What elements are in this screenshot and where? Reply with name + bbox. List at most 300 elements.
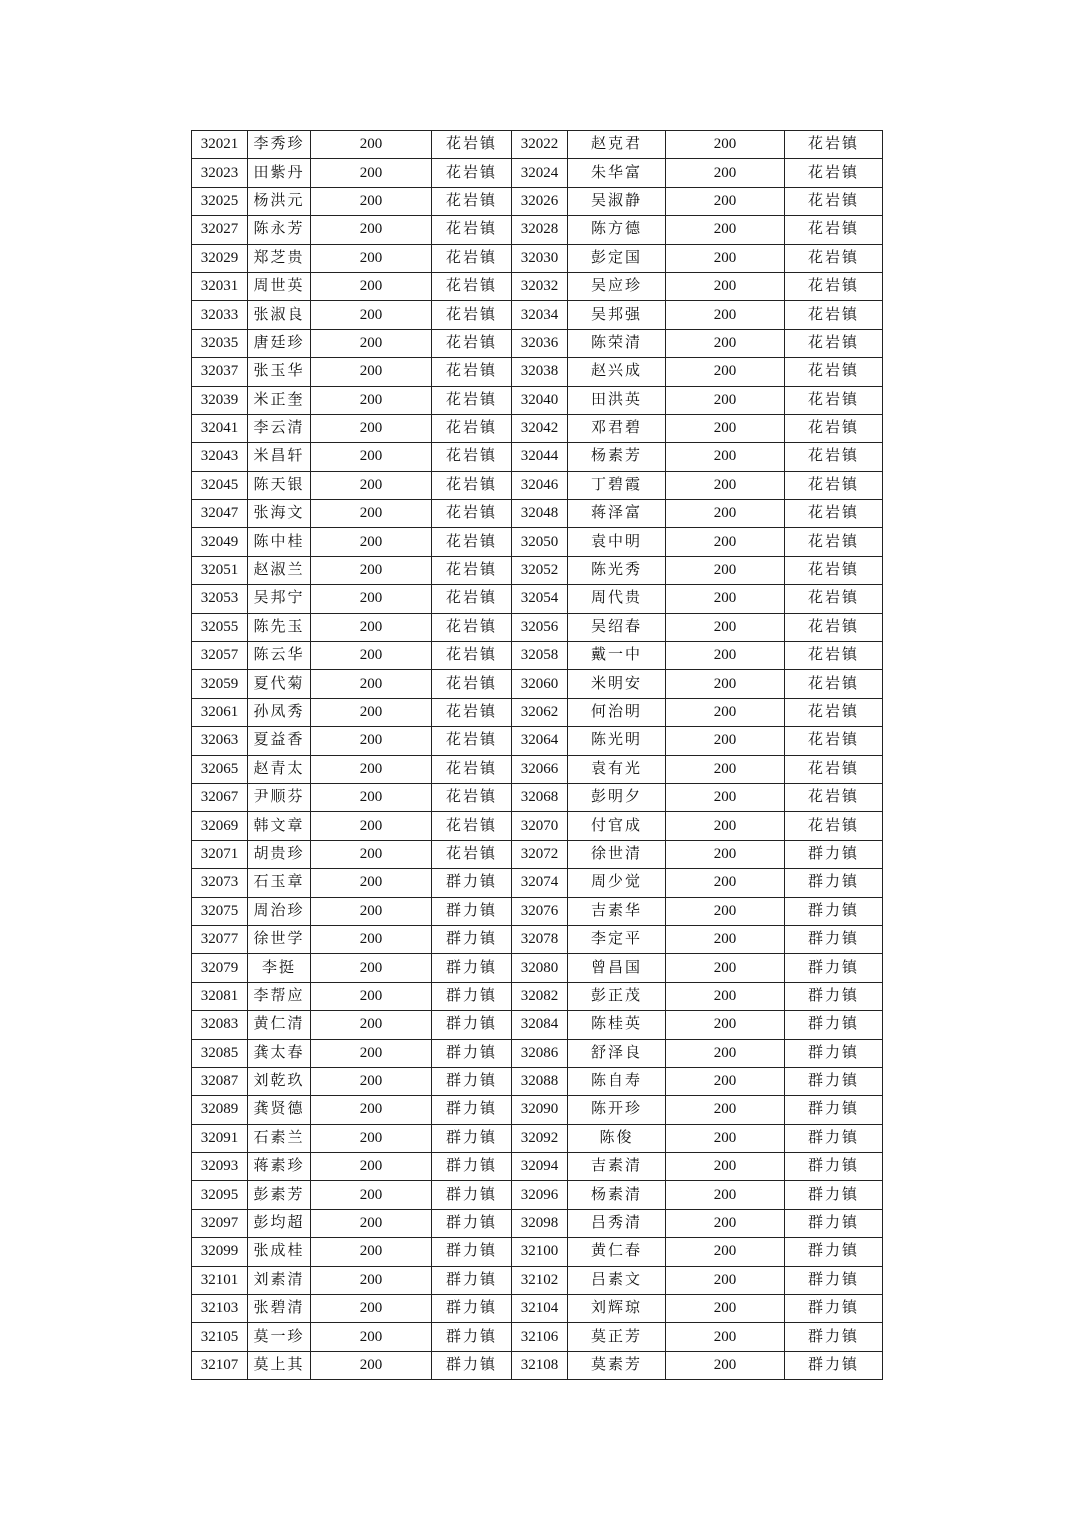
town-cell: 花岩镇 [785,727,883,755]
amount-cell: 200 [311,642,432,670]
amount-cell: 200 [666,840,785,868]
amount-cell: 200 [666,642,785,670]
name-cell: 周代贵 [568,585,666,613]
town-cell: 花岩镇 [432,500,512,528]
town-cell: 花岩镇 [785,528,883,556]
amount-cell: 200 [666,1209,785,1237]
town-cell: 群力镇 [432,1266,512,1294]
name-cell: 彭均超 [248,1209,311,1237]
name-cell: 赵青太 [248,755,311,783]
amount-cell: 200 [311,386,432,414]
town-cell: 群力镇 [432,954,512,982]
name-cell: 莫上其 [248,1351,311,1379]
amount-cell: 200 [311,1209,432,1237]
town-cell: 花岩镇 [785,443,883,471]
table-row [192,272,883,300]
name-cell: 田洪英 [568,386,666,414]
name-cell: 彭定国 [568,244,666,272]
record-id-cell: 32081 [192,982,248,1010]
record-id-cell: 32096 [512,1181,568,1209]
amount-cell: 200 [311,301,432,329]
town-cell: 群力镇 [432,1351,512,1379]
town-cell: 群力镇 [432,1323,512,1351]
table-row [192,954,883,982]
name-cell: 舒泽良 [568,1039,666,1067]
name-cell: 张淑良 [248,301,311,329]
name-cell: 张海文 [248,500,311,528]
name-cell: 刘辉琼 [568,1295,666,1323]
town-cell: 群力镇 [432,1067,512,1095]
record-id-cell: 32053 [192,585,248,613]
record-id-cell: 32070 [512,812,568,840]
record-id-cell: 32056 [512,613,568,641]
name-cell: 陈自寿 [568,1067,666,1095]
amount-cell: 200 [666,471,785,499]
table-row [192,1238,883,1266]
record-id-cell: 32052 [512,556,568,584]
record-id-cell: 32058 [512,642,568,670]
amount-cell: 200 [311,131,432,159]
name-cell: 邓君碧 [568,414,666,442]
table-row [192,1067,883,1095]
town-cell: 花岩镇 [785,244,883,272]
town-cell: 花岩镇 [785,386,883,414]
name-cell: 夏益香 [248,727,311,755]
record-id-cell: 32041 [192,414,248,442]
town-cell: 群力镇 [432,897,512,925]
amount-cell: 200 [311,500,432,528]
record-id-cell: 32079 [192,954,248,982]
amount-cell: 200 [666,329,785,357]
table-row [192,727,883,755]
name-cell: 刘素清 [248,1266,311,1294]
table-row [192,1124,883,1152]
table-row [192,869,883,897]
name-cell: 陈先玉 [248,613,311,641]
amount-cell: 200 [311,954,432,982]
record-id-cell: 32033 [192,301,248,329]
table-row [192,1266,883,1294]
amount-cell: 200 [666,386,785,414]
name-cell: 黄仁清 [248,1011,311,1039]
amount-cell: 200 [666,1067,785,1095]
amount-cell: 200 [666,1153,785,1181]
amount-cell: 200 [311,1181,432,1209]
record-id-cell: 32057 [192,642,248,670]
town-cell: 花岩镇 [432,755,512,783]
town-cell: 群力镇 [785,1181,883,1209]
town-cell: 花岩镇 [432,272,512,300]
record-id-cell: 32072 [512,840,568,868]
name-cell: 彭明夕 [568,783,666,811]
name-cell: 徐世学 [248,925,311,953]
town-cell: 花岩镇 [432,329,512,357]
name-cell: 吕素文 [568,1266,666,1294]
record-id-cell: 32067 [192,783,248,811]
name-cell: 陈光秀 [568,556,666,584]
name-cell: 吴淑静 [568,187,666,215]
name-cell: 袁有光 [568,755,666,783]
record-id-cell: 32040 [512,386,568,414]
record-id-cell: 32055 [192,613,248,641]
town-cell: 花岩镇 [432,216,512,244]
record-id-cell: 32060 [512,670,568,698]
town-cell: 花岩镇 [432,642,512,670]
name-cell: 曾昌国 [568,954,666,982]
name-cell: 吴绍春 [568,613,666,641]
amount-cell: 200 [311,698,432,726]
table-row [192,358,883,386]
record-id-cell: 32106 [512,1323,568,1351]
amount-cell: 200 [666,358,785,386]
amount-cell: 200 [666,556,785,584]
town-cell: 群力镇 [785,1266,883,1294]
town-cell: 花岩镇 [432,727,512,755]
record-id-cell: 32034 [512,301,568,329]
record-id-cell: 32048 [512,500,568,528]
record-id-cell: 32078 [512,925,568,953]
record-id-cell: 32073 [192,869,248,897]
table-row [192,1323,883,1351]
name-cell: 周少觉 [568,869,666,897]
name-cell: 李挺 [248,954,311,982]
amount-cell: 200 [666,982,785,1010]
record-id-cell: 32098 [512,1209,568,1237]
town-cell: 群力镇 [432,1209,512,1237]
name-cell: 陈云华 [248,642,311,670]
record-id-cell: 32075 [192,897,248,925]
amount-cell: 200 [311,1096,432,1124]
name-cell: 陈桂英 [568,1011,666,1039]
amount-cell: 200 [666,783,785,811]
name-cell: 陈荣清 [568,329,666,357]
record-id-cell: 32094 [512,1153,568,1181]
amount-cell: 200 [666,613,785,641]
amount-cell: 200 [311,1323,432,1351]
town-cell: 群力镇 [785,925,883,953]
amount-cell: 200 [666,1124,785,1152]
name-cell: 尹顺芬 [248,783,311,811]
name-cell: 吴邦宁 [248,585,311,613]
record-id-cell: 32104 [512,1295,568,1323]
name-cell: 陈开珍 [568,1096,666,1124]
record-id-cell: 32038 [512,358,568,386]
amount-cell: 200 [311,1153,432,1181]
amount-cell: 200 [311,755,432,783]
town-cell: 群力镇 [432,982,512,1010]
town-cell: 群力镇 [785,897,883,925]
record-id-cell: 32092 [512,1124,568,1152]
name-cell: 李云清 [248,414,311,442]
amount-cell: 200 [666,897,785,925]
record-id-cell: 32054 [512,585,568,613]
record-id-cell: 32059 [192,670,248,698]
record-id-cell: 32068 [512,783,568,811]
amount-cell: 200 [666,1351,785,1379]
record-id-cell: 32039 [192,386,248,414]
town-cell: 群力镇 [432,1039,512,1067]
town-cell: 花岩镇 [432,556,512,584]
name-cell: 赵兴成 [568,358,666,386]
amount-cell: 200 [666,1011,785,1039]
town-cell: 花岩镇 [785,131,883,159]
town-cell: 花岩镇 [432,386,512,414]
name-cell: 石素兰 [248,1124,311,1152]
table-row [192,812,883,840]
name-cell: 何治明 [568,698,666,726]
table-row [192,698,883,726]
name-cell: 赵淑兰 [248,556,311,584]
town-cell: 花岩镇 [432,443,512,471]
town-cell: 花岩镇 [432,187,512,215]
record-id-cell: 32030 [512,244,568,272]
amount-cell: 200 [311,414,432,442]
name-cell: 莫一珍 [248,1323,311,1351]
amount-cell: 200 [666,1181,785,1209]
name-cell: 戴一中 [568,642,666,670]
record-id-cell: 32085 [192,1039,248,1067]
town-cell: 群力镇 [432,869,512,897]
town-cell: 花岩镇 [432,131,512,159]
town-cell: 花岩镇 [785,414,883,442]
amount-cell: 200 [311,897,432,925]
record-id-cell: 32066 [512,755,568,783]
record-id-cell: 32061 [192,698,248,726]
town-cell: 群力镇 [432,925,512,953]
record-id-cell: 32091 [192,1124,248,1152]
amount-cell: 200 [666,244,785,272]
table-row [192,443,883,471]
amount-cell: 200 [311,840,432,868]
name-cell: 张成桂 [248,1238,311,1266]
record-id-cell: 32090 [512,1096,568,1124]
amount-cell: 200 [311,1011,432,1039]
name-cell: 莫正芳 [568,1323,666,1351]
town-cell: 群力镇 [785,1351,883,1379]
name-cell: 米正奎 [248,386,311,414]
town-cell: 花岩镇 [432,840,512,868]
record-id-cell: 32108 [512,1351,568,1379]
amount-cell: 200 [666,187,785,215]
record-id-cell: 32097 [192,1209,248,1237]
town-cell: 群力镇 [785,1295,883,1323]
table-row [192,982,883,1010]
amount-cell: 200 [666,301,785,329]
town-cell: 花岩镇 [432,613,512,641]
town-cell: 花岩镇 [785,585,883,613]
table-row [192,1011,883,1039]
amount-cell: 200 [666,272,785,300]
town-cell: 花岩镇 [785,159,883,187]
record-id-cell: 32065 [192,755,248,783]
town-cell: 花岩镇 [785,698,883,726]
table-row [192,471,883,499]
town-cell: 花岩镇 [432,812,512,840]
amount-cell: 200 [311,358,432,386]
amount-cell: 200 [311,159,432,187]
table-row [192,187,883,215]
amount-cell: 200 [311,1124,432,1152]
amount-cell: 200 [311,272,432,300]
record-id-cell: 32029 [192,244,248,272]
name-cell: 米昌轩 [248,443,311,471]
name-cell: 张玉华 [248,358,311,386]
name-cell: 赵克君 [568,131,666,159]
amount-cell: 200 [666,812,785,840]
name-cell: 吉素华 [568,897,666,925]
town-cell: 群力镇 [432,1295,512,1323]
amount-cell: 200 [311,471,432,499]
town-cell: 花岩镇 [785,329,883,357]
town-cell: 花岩镇 [432,528,512,556]
amount-cell: 200 [311,187,432,215]
table-row [192,500,883,528]
name-cell: 郑芝贵 [248,244,311,272]
amount-cell: 200 [666,925,785,953]
town-cell: 花岩镇 [785,812,883,840]
record-id-cell: 32087 [192,1067,248,1095]
town-cell: 花岩镇 [432,698,512,726]
record-id-cell: 32043 [192,443,248,471]
town-cell: 花岩镇 [785,216,883,244]
record-id-cell: 32023 [192,159,248,187]
amount-cell: 200 [666,1238,785,1266]
name-cell: 唐廷珍 [248,329,311,357]
name-cell: 刘乾玖 [248,1067,311,1095]
record-id-cell: 32069 [192,812,248,840]
town-cell: 群力镇 [432,1124,512,1152]
table-row [192,755,883,783]
table-row [192,301,883,329]
amount-cell: 200 [666,1323,785,1351]
town-cell: 群力镇 [432,1096,512,1124]
table-row [192,159,883,187]
name-cell: 胡贵珍 [248,840,311,868]
record-id-cell: 32046 [512,471,568,499]
town-cell: 群力镇 [785,1209,883,1237]
record-id-cell: 32042 [512,414,568,442]
table-row [192,414,883,442]
name-cell: 吴应珍 [568,272,666,300]
town-cell: 花岩镇 [432,358,512,386]
record-id-cell: 32080 [512,954,568,982]
table-row [192,1153,883,1181]
amount-cell: 200 [311,925,432,953]
amount-cell: 200 [311,783,432,811]
town-cell: 花岩镇 [785,500,883,528]
record-id-cell: 32093 [192,1153,248,1181]
amount-cell: 200 [666,216,785,244]
record-id-cell: 32064 [512,727,568,755]
record-id-cell: 32036 [512,329,568,357]
amount-cell: 200 [666,528,785,556]
name-cell: 张碧清 [248,1295,311,1323]
amount-cell: 200 [311,1067,432,1095]
record-id-cell: 32032 [512,272,568,300]
town-cell: 花岩镇 [432,783,512,811]
record-id-cell: 32025 [192,187,248,215]
name-cell: 吉素清 [568,1153,666,1181]
town-cell: 花岩镇 [432,471,512,499]
town-cell: 花岩镇 [432,244,512,272]
name-cell: 蒋泽富 [568,500,666,528]
amount-cell: 200 [666,500,785,528]
name-cell: 米明安 [568,670,666,698]
amount-cell: 200 [311,1266,432,1294]
town-cell: 群力镇 [432,1153,512,1181]
name-cell: 陈方德 [568,216,666,244]
town-cell: 花岩镇 [785,471,883,499]
amount-cell: 200 [666,698,785,726]
town-cell: 花岩镇 [432,670,512,698]
record-id-cell: 32044 [512,443,568,471]
town-cell: 群力镇 [785,1323,883,1351]
record-id-cell: 32089 [192,1096,248,1124]
amount-cell: 200 [666,869,785,897]
name-cell: 夏代菊 [248,670,311,698]
table-row [192,1351,883,1379]
table-row [192,925,883,953]
record-id-cell: 32049 [192,528,248,556]
record-id-cell: 32099 [192,1238,248,1266]
record-id-cell: 32050 [512,528,568,556]
name-cell: 陈天银 [248,471,311,499]
amount-cell: 200 [666,1096,785,1124]
table-row [192,585,883,613]
town-cell: 群力镇 [432,1238,512,1266]
town-cell: 花岩镇 [785,301,883,329]
record-id-cell: 32077 [192,925,248,953]
record-id-cell: 32082 [512,982,568,1010]
name-cell: 彭素芳 [248,1181,311,1209]
roster-table-body [192,131,883,1380]
record-id-cell: 32021 [192,131,248,159]
town-cell: 群力镇 [785,1039,883,1067]
name-cell: 陈俊 [568,1124,666,1152]
name-cell: 付官成 [568,812,666,840]
town-cell: 花岩镇 [785,556,883,584]
name-cell: 杨素芳 [568,443,666,471]
town-cell: 群力镇 [785,954,883,982]
amount-cell: 200 [311,1238,432,1266]
amount-cell: 200 [666,1039,785,1067]
table-row [192,613,883,641]
record-id-cell: 32095 [192,1181,248,1209]
table-row [192,1096,883,1124]
record-id-cell: 32035 [192,329,248,357]
amount-cell: 200 [311,812,432,840]
amount-cell: 200 [311,556,432,584]
name-cell: 龚贤德 [248,1096,311,1124]
amount-cell: 200 [311,869,432,897]
name-cell: 李帮应 [248,982,311,1010]
name-cell: 莫素芳 [568,1351,666,1379]
town-cell: 花岩镇 [785,783,883,811]
amount-cell: 200 [666,443,785,471]
record-id-cell: 32107 [192,1351,248,1379]
name-cell: 吕秀清 [568,1209,666,1237]
town-cell: 群力镇 [432,1011,512,1039]
town-cell: 花岩镇 [432,301,512,329]
amount-cell: 200 [666,585,785,613]
record-id-cell: 32063 [192,727,248,755]
record-id-cell: 32100 [512,1238,568,1266]
record-id-cell: 32084 [512,1011,568,1039]
town-cell: 花岩镇 [785,272,883,300]
record-id-cell: 32027 [192,216,248,244]
name-cell: 陈永芳 [248,216,311,244]
amount-cell: 200 [666,670,785,698]
